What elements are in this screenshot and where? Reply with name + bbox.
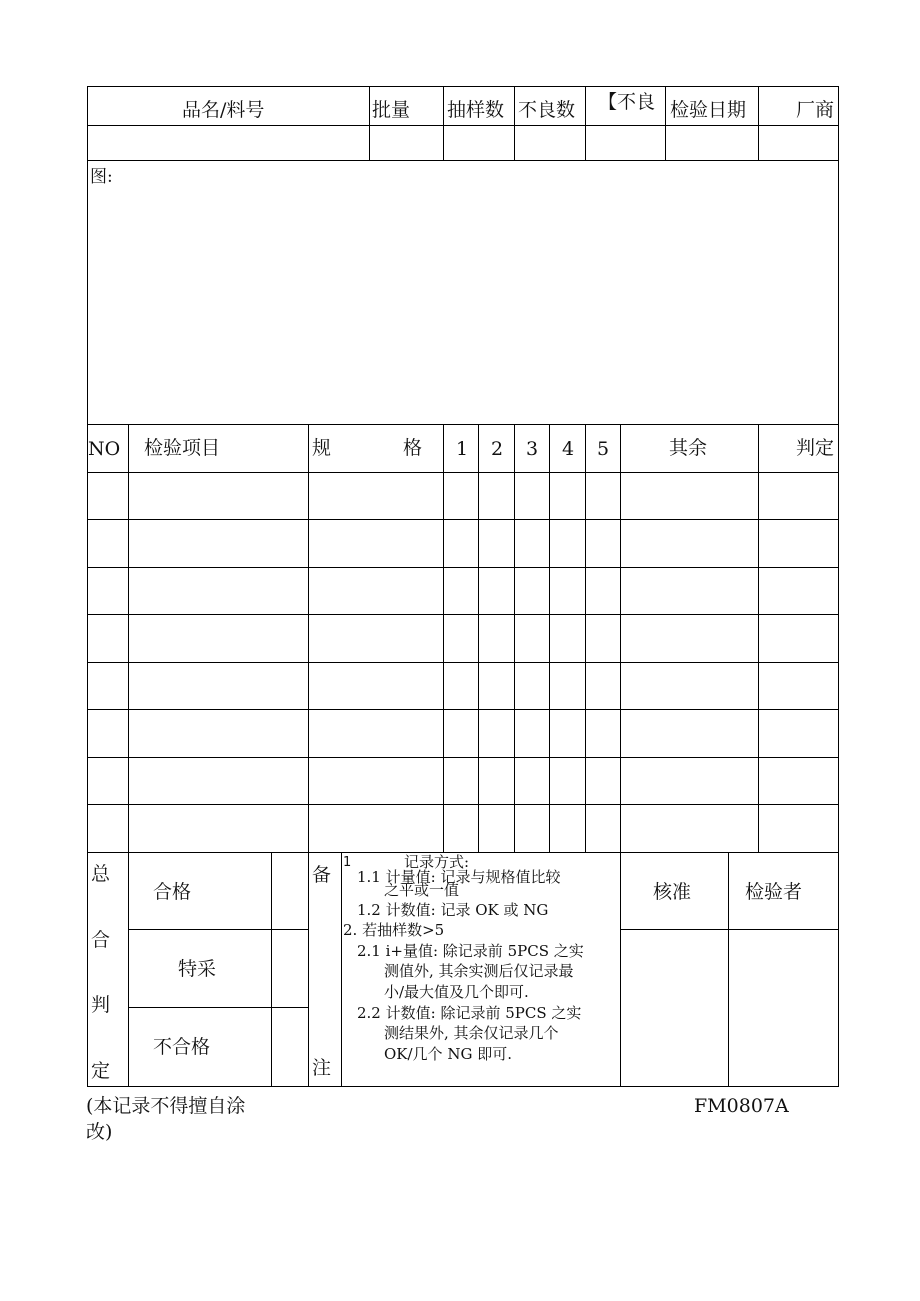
approve-signature-field[interactable] [621, 930, 728, 1086]
header-vendor: 厂商 [796, 99, 835, 121]
result-special-label: 特采 [178, 958, 217, 980]
note-1-1: 1.1 计量值: 记录与规格值比较 [357, 868, 561, 886]
header-defect-rate: 【不良 [598, 91, 656, 113]
summary-char-1: 总 [91, 863, 111, 885]
special-checkbox[interactable] [272, 930, 308, 1007]
figure-area[interactable] [88, 188, 838, 424]
col-no: NO [88, 438, 121, 460]
note-1-number: 1 [343, 855, 352, 870]
note-1-2: 1.2 计数值: 记录 OK 或 NG [357, 901, 549, 919]
note-1-1-cont: 之平或一值 [384, 881, 460, 899]
col-spec-a: 规 [312, 437, 332, 459]
remark-label-top: 备 [312, 864, 332, 886]
header-defect-count: 不良数 [518, 99, 576, 121]
table-row[interactable] [88, 568, 838, 614]
border-top [87, 86, 839, 87]
inspector-label: 检验者 [745, 881, 803, 903]
col-spec-b: 格 [403, 437, 423, 459]
header-batch: 批量 [372, 99, 411, 121]
note-2-2: 2.2 计数值: 除记录前 5PCS 之实 [357, 1004, 582, 1022]
approve-label: 核准 [653, 881, 692, 903]
footer-note-line-2: 改) [86, 1121, 113, 1143]
defect-rate-input[interactable] [586, 126, 665, 160]
note-2-2-cont2: OK/几个 NG 即可. [384, 1045, 512, 1063]
col-sample-4: 4 [562, 438, 575, 460]
col-sample-5: 5 [597, 438, 610, 460]
form-code: FM0807A [694, 1095, 789, 1117]
header-values-line [87, 160, 839, 161]
col-sample-3: 3 [526, 438, 539, 460]
batch-input[interactable] [370, 126, 443, 160]
footer-note-line-1: (本记录不得擅自涂 [86, 1095, 246, 1117]
note-1-title: 记录方式: [404, 853, 470, 871]
col-sample-1: 1 [456, 438, 469, 460]
header-product-name: 品名/料号 [182, 99, 265, 121]
result-pass-label: 合格 [153, 881, 192, 903]
inspection-date-input[interactable] [666, 126, 758, 160]
table-row[interactable] [88, 758, 838, 804]
pass-checkbox[interactable] [272, 853, 308, 929]
note-2-1-cont: 测值外, 其余实测后仅记录最 [384, 962, 574, 980]
table-row[interactable] [88, 663, 838, 709]
col-inspection-item: 检验项目 [144, 437, 221, 459]
border-bottom [87, 1086, 839, 1087]
vendor-input[interactable] [759, 126, 838, 160]
result-fail-label: 不合格 [153, 1036, 211, 1058]
summary-char-2: 合 [91, 929, 111, 951]
fail-checkbox[interactable] [272, 1008, 308, 1086]
border-right [838, 86, 839, 1087]
note-2-1: 2.1 i+量值: 除记录前 5PCS 之实 [357, 942, 584, 960]
summary-char-4: 定 [91, 1060, 111, 1082]
note-2: 2. 若抽样数>5 [343, 921, 445, 939]
table-row[interactable] [88, 615, 838, 662]
table-row[interactable] [88, 473, 838, 519]
header-sample-count: 抽样数 [447, 99, 505, 121]
defect-count-input[interactable] [515, 126, 585, 160]
col-judgement: 判定 [796, 437, 835, 459]
figure-label: 图: [90, 167, 113, 187]
header-defect-rate-clip [586, 87, 665, 125]
summary-char-3: 判 [91, 994, 111, 1016]
product-name-input[interactable] [88, 126, 369, 160]
note-2-1-cont2: 小/最大值及几个即可. [384, 983, 529, 1001]
table-row[interactable] [88, 520, 838, 567]
remark-label-bottom: 注 [312, 1057, 332, 1079]
col-sample-2: 2 [491, 438, 504, 460]
note-2-2-cont: 测结果外, 其余仅记录几个 [384, 1024, 559, 1042]
sample-count-input[interactable] [444, 126, 514, 160]
table-row[interactable] [88, 805, 838, 852]
table-row[interactable] [88, 710, 838, 757]
inspector-signature-field[interactable] [729, 930, 838, 1086]
col-rest: 其余 [669, 437, 708, 459]
figure-bottom-line [87, 424, 839, 425]
header-inspection-date: 检验日期 [670, 99, 747, 121]
remark-line [341, 852, 342, 1087]
